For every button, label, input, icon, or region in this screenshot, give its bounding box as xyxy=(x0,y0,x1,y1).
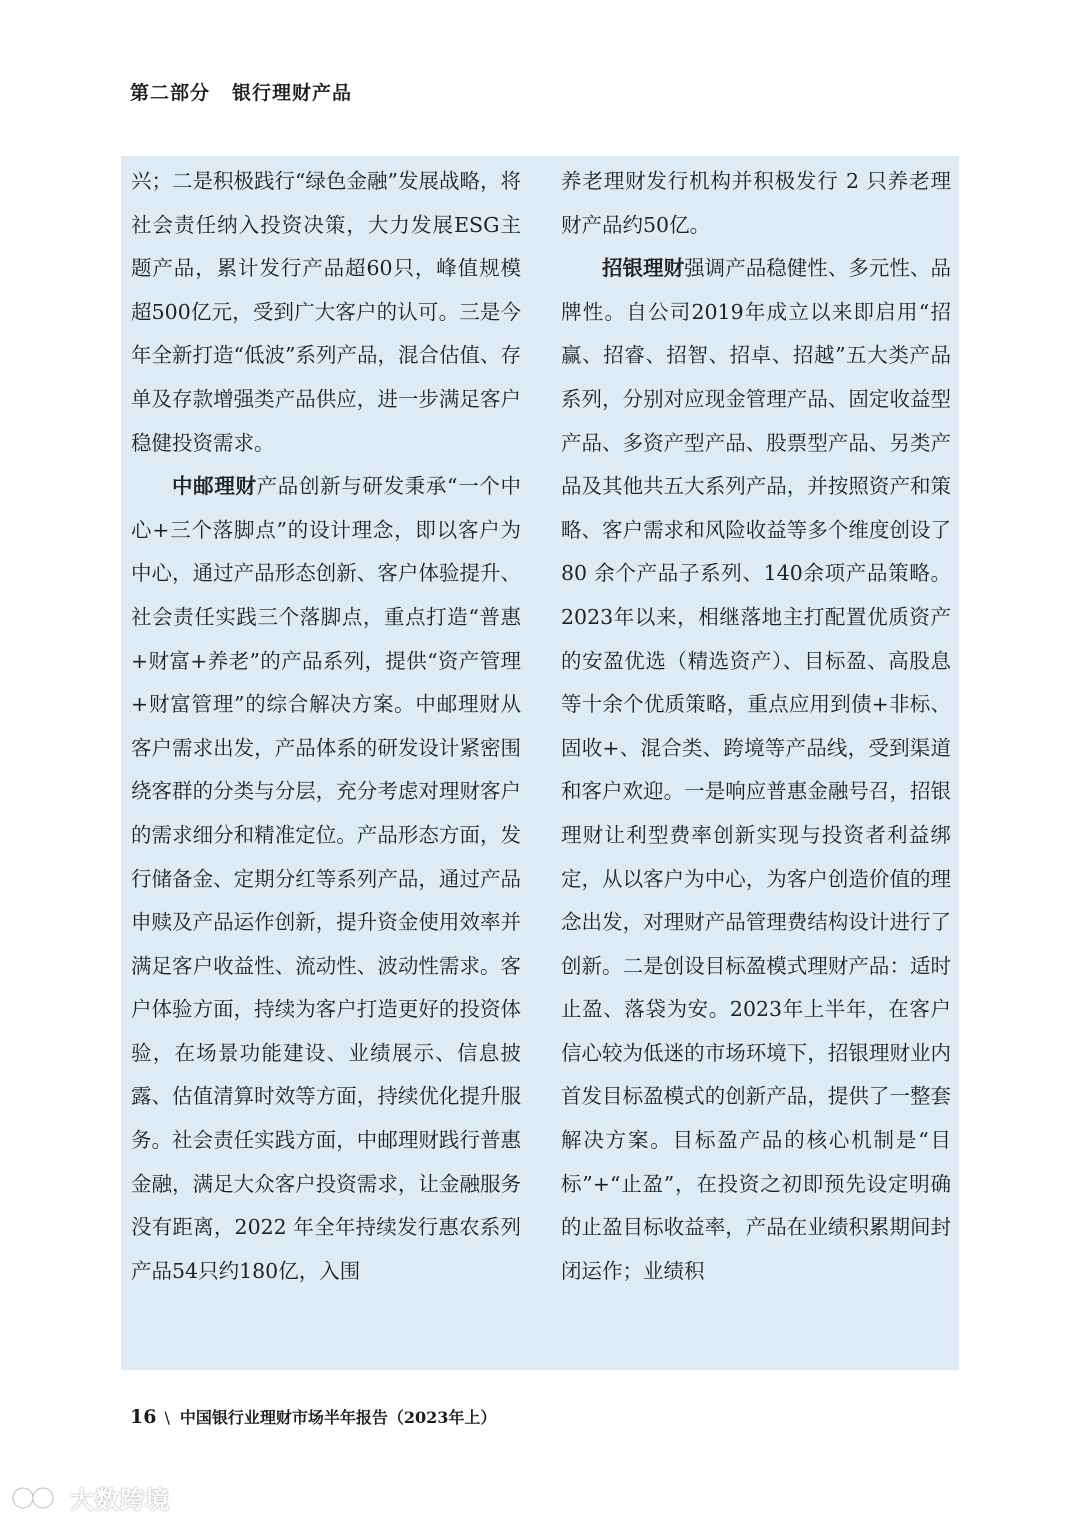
right-column xyxy=(561,160,951,1293)
watermark-logo-icon xyxy=(10,1485,62,1511)
left-paragraph-2-text: 产品创新与研发秉承“一个中心+三个落脚点”的设计理念，即以客户为中心，通过产品形态创新、客户体验提升、社会责任实践三个落脚点，重点打造“普惠+财富+养老”的产品系列，提供“资产管理+财富管理”的综合解决方案。中邮理财从客户需求出发，产品体系的研发设计紧密围绕客群的分类与分层，充分考虑对理财客户的需求细分和精准定位。产品形态方面，发行储备金、定期分红等系列产品，通过产品申赎及产品运作创新，提升资金使用效率并满足客户收益性、流动性、波动性需求。客户体验方面，持续为客户打造更好的投资体验，在场景功能建设、业绩展示、信息披露、估值清算时效等方面，持续优化提升服务。社会责任实践方面，中邮理财践行普惠金融，满足大众客户投资需求，让金融服务没有距离，2022 年全年持续发行惠农系列产品54只约180亿，入围 xyxy=(131,474,522,1283)
report-title: 中国银行业理财市场半年报告（2023年上） xyxy=(179,1408,497,1427)
institution-name-cmb: 招银理财 xyxy=(602,256,685,281)
running-header xyxy=(130,78,352,105)
footer-separator: \ xyxy=(164,1408,170,1427)
page-number: 16 xyxy=(130,1406,157,1428)
institution-name-psbc: 中邮理财 xyxy=(172,474,257,499)
left-column xyxy=(131,160,521,1293)
left-paragraph-1: 兴；二是积极践行“绿色金融”发展战略，将社会责任纳入投资决策，大力发展ESG主题产品，累计发行产品超60只，峰值规模超500亿元，受到广大客户的认可。三是今年全新打造“低波”系列产品，混合估值、存单及存款增强类产品供应，进一步满足客户稳健投资需求。 xyxy=(131,169,521,455)
watermark-text: 大数跨境 xyxy=(70,1486,170,1514)
header-part: 第二部分 xyxy=(130,82,211,104)
right-paragraph-2-text: 强调产品稳健性、多元性、品牌性。自公司2019年成立以来即启用“招赢、招睿、招智、招卓、招越”五大类产品系列，分别对应现金管理产品、固定收益型产品、多资产型产品、股票型产品、另类产品及其他共五大系列产品，并按照资产和策略、客户需求和风险收益等多个维度创设了 80 余个产品子系列、140余项产品策略。2023年以来，相继落地主打配置优质资产的安盈优选（精选资产）、目标盈、高股息等十余个优质策略，重点应用到债+非标、固收+、混合类、跨境等产品线，受到渠道和客户欢迎。一是响应普惠金融号召，招银理财让利型费率创新实现与投资者利益绑定，从以客户为中心，为客户创造价值的理念出发，对理财产品管理费结构设计进行了创新。二是创设目标盈模式理财产品：适时止盈、落袋为安。2023年上半年，在客户信心较为低迷的市场环境下，招银理财业内首发目标盈模式的创新产品，提供了一整套解决方案。目标盈产品的核心机制是“目标”+“止盈”，在投资之初即预先设定明确的止盈目标收益率，产品在业绩积累期间封闭运作；业绩积 xyxy=(561,256,951,1283)
header-title: 银行理财产品 xyxy=(232,82,353,104)
watermark xyxy=(10,1480,170,1515)
right-paragraph-1: 养老理财发行机构并积极发行 2 只养老理财产品约50亿。 xyxy=(561,169,951,237)
left-paragraph-2 xyxy=(131,465,521,1293)
page-footer xyxy=(130,1405,496,1428)
right-paragraph-2 xyxy=(561,247,951,1293)
